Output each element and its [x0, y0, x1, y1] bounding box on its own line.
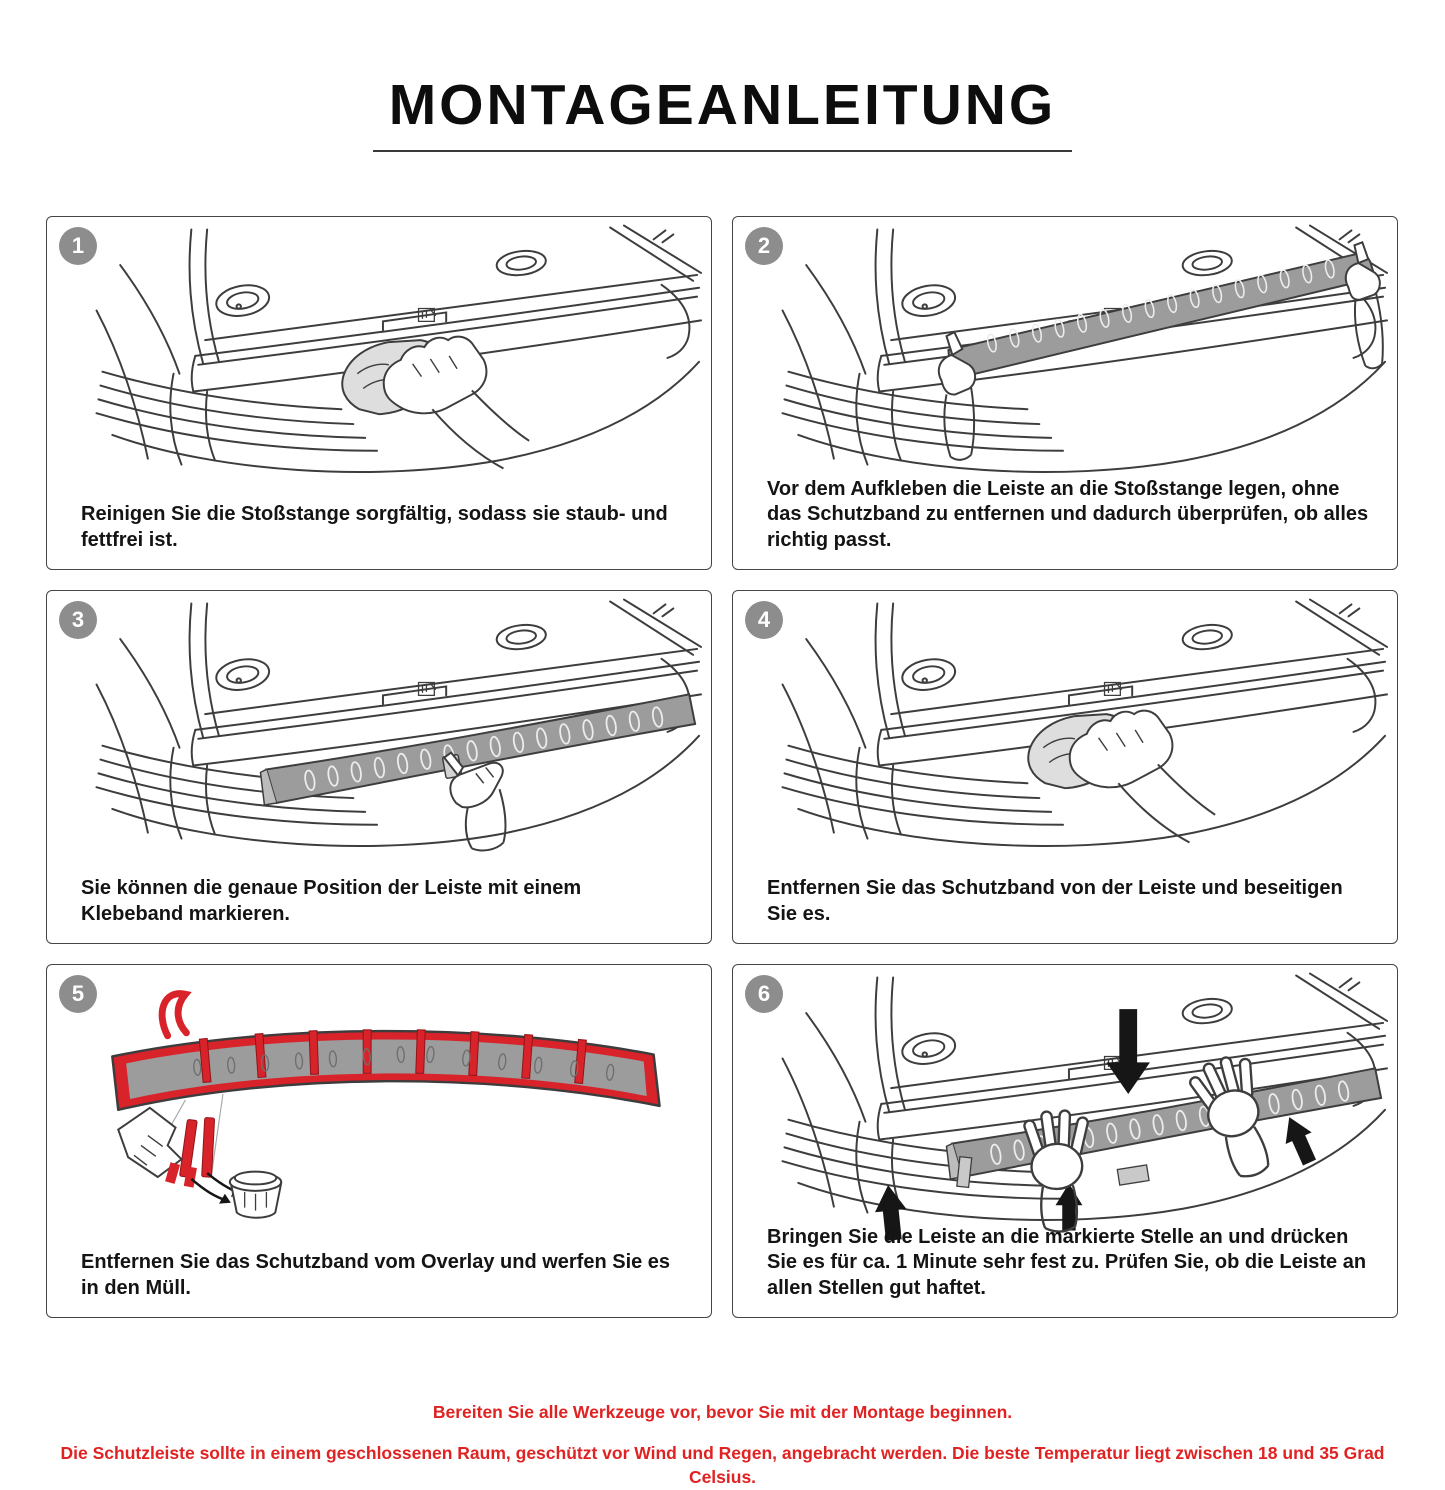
step-panel-2	[732, 216, 1398, 570]
step-caption: Vor dem Aufkleben die Leiste an die Stoßstange legen, ohne das Schutzband zu entfernen und dadurch überprüfen, ob alles richtig passt.	[767, 477, 1369, 551]
step-caption: Entfernen Sie das Schutzband vom Overlay und werfen Sie es in den Müll.	[81, 1251, 671, 1299]
press-strip-illustration	[743, 973, 1389, 1221]
step-number-badge: 5	[59, 975, 97, 1013]
title-wrap	[0, 0, 1445, 190]
remove-band-illustration	[743, 599, 1389, 847]
step-caption: Entfernen Sie das Schutzband von der Leiste und beseitigen Sie es.	[767, 877, 1343, 925]
step-caption: Sie können die genaue Position der Leiste mit einem Klebeband markieren.	[81, 877, 582, 925]
tape-marker	[957, 1157, 972, 1188]
step-number-badge: 2	[745, 227, 783, 265]
step-panel-4	[732, 590, 1398, 944]
overlay-tape-trash-illustration	[57, 973, 703, 1221]
footer-line-1: Bereiten Sie alle Werkzeuge vor, bevor Sie mit der Montage beginnen.	[432, 1402, 1013, 1423]
hold-strip-illustration	[743, 225, 1389, 473]
step-caption: Bringen Sie die Leiste an die markierte Stelle an und drücken Sie es für ca. 1 Minute sehr fest zu. Prüfen Sie, ob die Leiste an allen Stellen gut haftet.	[767, 1225, 1367, 1299]
step-caption: Reinigen Sie die Stoßstange sorgfältig, sodass sie staub- und fettfrei ist.	[81, 503, 668, 551]
step-number-badge: 6	[745, 975, 783, 1013]
tape-marker	[1117, 1165, 1149, 1185]
step-panel-6	[732, 964, 1398, 1318]
page-title: MONTAGEANLEITUNG	[373, 72, 1073, 152]
mark-position-illustration	[57, 599, 703, 847]
footer-line-2: Die Schutzleiste sollte in einem geschlossenen Raum, geschützt vor Wind und Regen, angebracht werden. Die beste Temperatur liegt zwischen 18 und 35 Grad Celsius.	[60, 1442, 1385, 1488]
footer-warnings	[0, 1400, 1445, 1490]
step-panel-5	[46, 964, 712, 1318]
step-panel-3	[46, 590, 712, 944]
step-number-badge: 3	[59, 601, 97, 639]
step-number-badge: 4	[745, 601, 783, 639]
press-down-arrow	[1106, 1009, 1149, 1094]
clean-bumper-illustration	[57, 225, 703, 473]
step-number-badge: 1	[59, 227, 97, 265]
steps-grid	[46, 216, 1399, 1318]
step-panel-1	[46, 216, 712, 570]
